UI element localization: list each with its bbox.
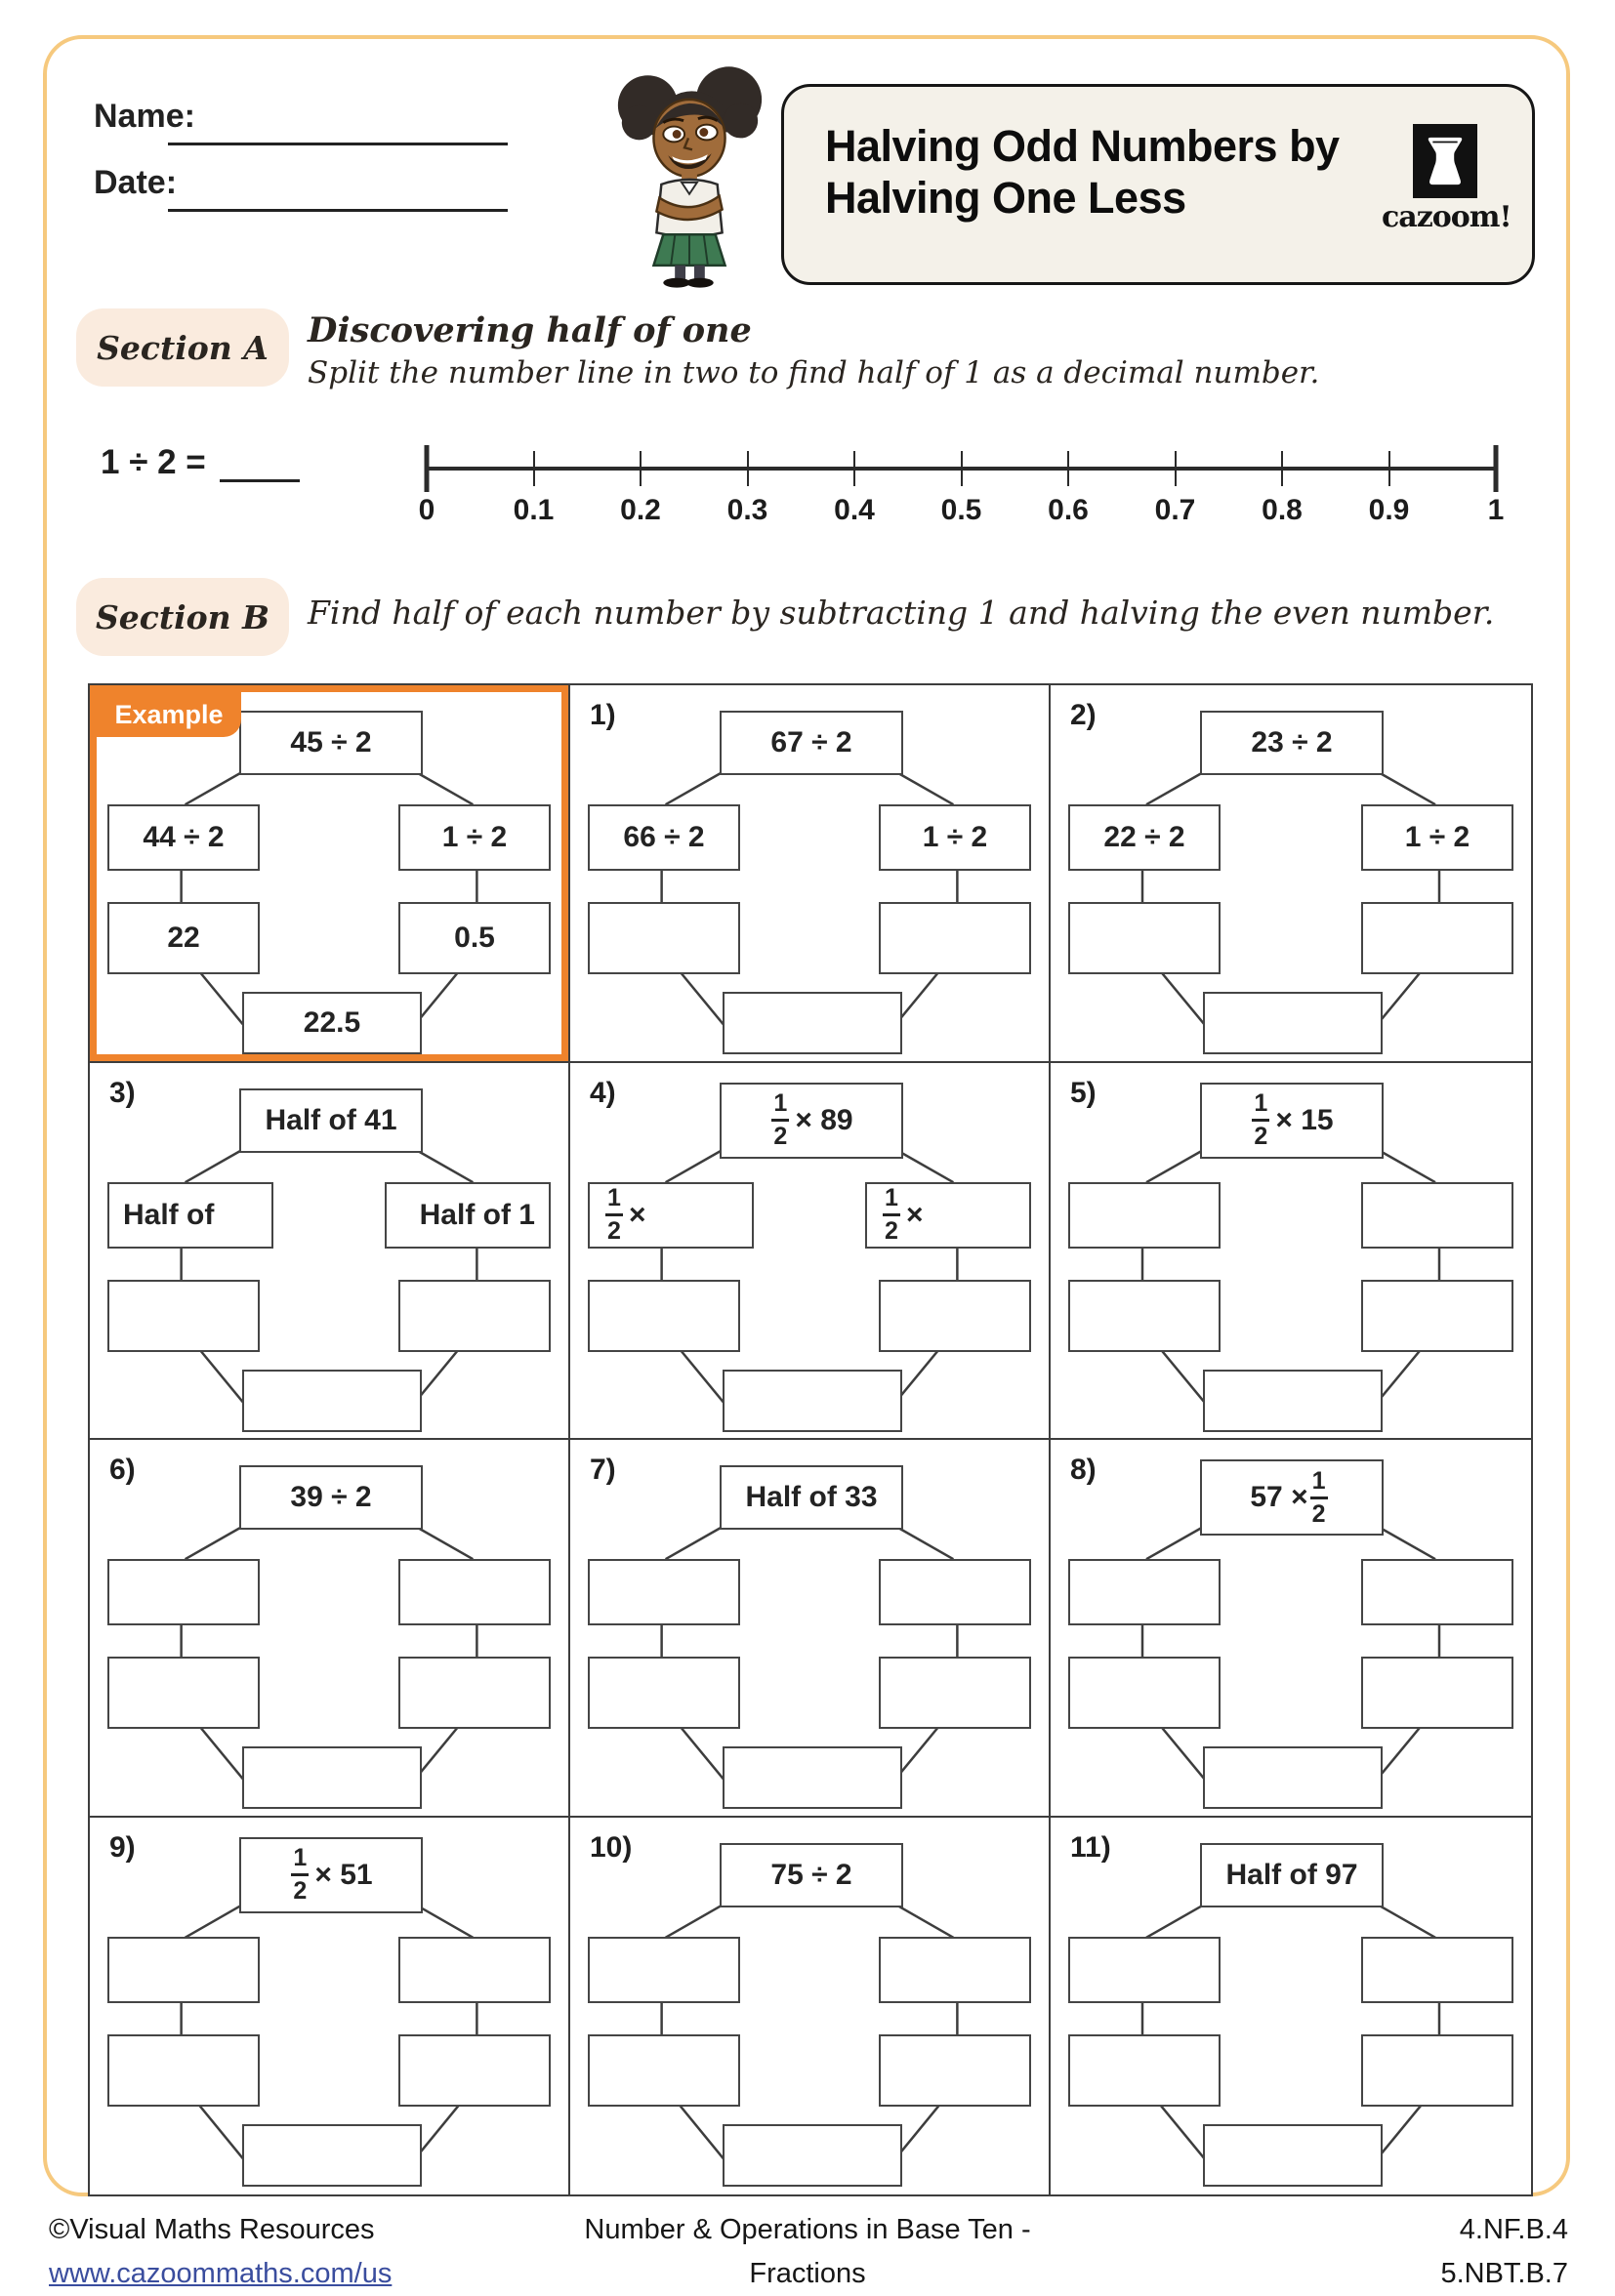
problem-number: 11)	[1070, 1830, 1111, 1864]
box-right-upper: 1 ÷ 2	[1361, 804, 1513, 871]
fraction: $\frac{1}{2}$	[291, 1846, 309, 1904]
number-line-tick-label: 0.2	[620, 494, 661, 526]
number-line	[418, 439, 1505, 526]
problem-cell	[1051, 685, 1531, 1063]
problem-number: 1)	[590, 699, 616, 731]
box-bottom: 22.5	[242, 992, 422, 1054]
box-top: Half of 33	[720, 1465, 903, 1530]
box-top: 45 ÷ 2	[239, 711, 423, 775]
box-left-lower[interactable]	[1068, 902, 1221, 974]
number-line-tick	[533, 451, 535, 486]
problem-cell	[570, 685, 1051, 1063]
worksheet-title-box	[781, 84, 1535, 285]
box-left-upper[interactable]	[588, 1559, 740, 1625]
box-right-lower[interactable]	[1361, 2034, 1513, 2107]
box-left-upper[interactable]	[107, 1559, 260, 1625]
box-right-upper[interactable]	[1361, 1937, 1513, 2003]
student-character-illustration	[607, 57, 771, 289]
number-line-tick-label: 0.4	[834, 494, 875, 526]
box-left-lower[interactable]	[588, 1280, 740, 1352]
problem-number: 3)	[109, 1076, 136, 1109]
box-left-lower[interactable]	[107, 1280, 260, 1352]
problem-number: 2)	[1070, 699, 1097, 731]
box-left-upper[interactable]	[1068, 1182, 1221, 1249]
number-line-tick	[961, 451, 963, 486]
problem-number: 6)	[109, 1454, 136, 1486]
number-line-tick-label: 1	[1487, 494, 1505, 526]
problem-cell	[570, 1818, 1051, 2195]
box-left-upper: 22 ÷ 2	[1068, 804, 1221, 871]
number-line-tick	[640, 451, 642, 486]
problem-cell	[570, 1440, 1051, 1818]
problem-cell	[1051, 1063, 1531, 1441]
box-left-lower[interactable]	[588, 902, 740, 974]
problems-grid	[88, 683, 1533, 2196]
problem-cell	[90, 1440, 570, 1818]
number-line-tick	[747, 451, 749, 486]
title-line-1: Halving Odd Numbers by	[825, 121, 1340, 171]
box-bottom[interactable]	[242, 1370, 422, 1432]
box-bottom[interactable]	[723, 1746, 902, 1809]
number-line-tick	[1494, 445, 1499, 492]
box-right-lower[interactable]	[1361, 1657, 1513, 1729]
box-left-lower[interactable]	[1068, 2034, 1221, 2107]
problem-number: 4)	[590, 1076, 616, 1109]
cazoom-drum-icon	[1413, 124, 1477, 198]
problem-cell	[90, 1063, 570, 1441]
problem-number: 7)	[590, 1454, 616, 1486]
problem-number: 8)	[1070, 1454, 1097, 1486]
box-bottom[interactable]	[723, 1370, 902, 1432]
box-bottom[interactable]	[242, 1746, 422, 1809]
box-top: 57 × $\frac{1}{2}$	[1200, 1459, 1384, 1536]
box-right-upper[interactable]	[879, 1937, 1031, 2003]
box-left-lower[interactable]	[1068, 1657, 1221, 1729]
box-right-lower[interactable]	[398, 1657, 551, 1729]
section-a-heading: Discovering half of one	[308, 310, 752, 350]
box-right-lower[interactable]	[398, 2034, 551, 2107]
box-left-upper[interactable]	[107, 1937, 260, 2003]
number-line-tick-label: 0.5	[940, 494, 982, 526]
box-left-upper[interactable]	[588, 1937, 740, 2003]
box-right-upper: 1 ÷ 2	[398, 804, 551, 871]
number-line-tick	[1388, 451, 1390, 486]
date-input-line[interactable]	[168, 209, 508, 212]
box-top: $\frac{1}{2}$ × 15	[1200, 1083, 1384, 1159]
fraction: $\frac{1}{2}$	[771, 1091, 789, 1149]
footer-topic-line-2: Fractions	[749, 2257, 866, 2289]
section-a-pill: Section A	[76, 308, 289, 387]
box-top: Half of 97	[1200, 1843, 1384, 1907]
box-top: $\frac{1}{2}$ × 51	[239, 1837, 423, 1913]
box-top: 23 ÷ 2	[1200, 711, 1384, 775]
number-line-tick	[1067, 451, 1069, 486]
date-label: Date:	[94, 164, 178, 201]
box-left-upper[interactable]	[1068, 1937, 1221, 2003]
number-line-tick-label: 0	[418, 494, 435, 526]
example-cell	[90, 685, 570, 1063]
problem-number: 10)	[590, 1830, 633, 1864]
box-left-lower[interactable]	[107, 1657, 260, 1729]
problem-cell	[570, 1063, 1051, 1441]
number-line-tick	[1175, 451, 1177, 486]
box-right-upper: 1 ÷ 2	[879, 804, 1031, 871]
number-line-tick	[1281, 451, 1283, 486]
box-bottom[interactable]	[723, 2124, 902, 2187]
box-right-upper[interactable]	[398, 1937, 551, 2003]
title-line-2: Halving One Less	[825, 173, 1186, 224]
box-right-lower[interactable]	[1361, 1280, 1513, 1352]
box-right-upper[interactable]	[398, 1559, 551, 1625]
number-line-tick	[853, 451, 855, 486]
example-tab: Example	[97, 692, 241, 737]
box-right-upper: Half of 1	[385, 1182, 551, 1249]
equation-text: 1 ÷ 2 =	[101, 443, 206, 481]
number-line-tick-label: 0.7	[1154, 494, 1196, 526]
box-top: $\frac{1}{2}$ × 89	[720, 1083, 903, 1159]
box-right-lower[interactable]	[879, 1280, 1031, 1352]
cazoom-logo	[1382, 124, 1509, 234]
half-equation	[101, 442, 300, 482]
number-line-tick-label: 0.8	[1262, 494, 1303, 526]
box-bottom[interactable]	[1203, 1746, 1383, 1809]
equation-answer-blank[interactable]	[220, 442, 300, 482]
problem-number: 5)	[1070, 1076, 1097, 1109]
box-left-upper[interactable]	[1068, 1559, 1221, 1625]
fraction: $\frac{1}{2}$	[883, 1186, 900, 1244]
box-top: 39 ÷ 2	[239, 1465, 423, 1530]
box-right-upper[interactable]	[1361, 1559, 1513, 1625]
name-input-line[interactable]	[168, 143, 508, 145]
box-left-lower[interactable]	[588, 1657, 740, 1729]
box-right-upper[interactable]	[1361, 1182, 1513, 1249]
number-line-tick-label: 0.9	[1368, 494, 1410, 526]
box-top: 75 ÷ 2	[720, 1843, 903, 1907]
cazoom-link[interactable]: www.cazoommaths.com/us	[49, 2257, 393, 2289]
box-right-lower[interactable]	[1361, 902, 1513, 974]
copyright-text: ©Visual Maths Resources	[49, 2214, 375, 2245]
problem-number: 9)	[109, 1830, 136, 1864]
cazoom-logo-text: cazoom!	[1382, 200, 1511, 234]
box-bottom[interactable]	[1203, 2124, 1383, 2187]
box-right-upper: $\frac{1}{2}$ ×	[865, 1182, 1031, 1249]
standard-code-1: 4.NF.B.4	[1459, 2214, 1568, 2245]
fraction: $\frac{1}{2}$	[1252, 1091, 1269, 1149]
fraction: $\frac{1}{2}$	[605, 1186, 623, 1244]
number-line-tick-label: 0.3	[726, 494, 768, 526]
box-bottom[interactable]	[1203, 1370, 1383, 1432]
problem-cell	[1051, 1818, 1531, 2195]
section-b-pill: Section B	[76, 578, 289, 656]
box-top: Half of 41	[239, 1088, 423, 1153]
box-left-upper: $\frac{1}{2}$ ×	[588, 1182, 754, 1249]
worksheet-title	[825, 120, 1340, 224]
box-bottom[interactable]	[242, 2124, 422, 2187]
problem-cell	[90, 1818, 570, 2195]
standard-code-2: 5.NBT.B.7	[1440, 2257, 1568, 2289]
box-left-lower[interactable]	[588, 2034, 740, 2107]
box-right-lower[interactable]	[879, 1657, 1031, 1729]
box-left-lower: 22	[107, 902, 260, 974]
box-top: 67 ÷ 2	[720, 711, 903, 775]
box-left-lower[interactable]	[1068, 1280, 1221, 1352]
fraction: $\frac{1}{2}$	[1310, 1469, 1328, 1527]
number-line-tick-label: 0.1	[513, 494, 555, 526]
box-left-upper: 44 ÷ 2	[107, 804, 260, 871]
name-label: Name:	[94, 98, 195, 135]
box-left-lower[interactable]	[107, 2034, 260, 2107]
box-left-upper: Half of	[107, 1182, 273, 1249]
box-right-upper[interactable]	[879, 1559, 1031, 1625]
box-right-lower: 0.5	[398, 902, 551, 974]
section-b-instruction: Find half of each number by subtracting 1 and halving the even number.	[308, 594, 1495, 632]
box-right-lower[interactable]	[879, 2034, 1031, 2107]
section-a-instruction: Split the number line in two to find half of 1 as a decimal number.	[308, 355, 1320, 390]
box-bottom[interactable]	[1203, 992, 1383, 1054]
footer-topic-line-1: Number & Operations in Base Ten -	[584, 2214, 1031, 2245]
number-line-tick-label: 0.6	[1048, 494, 1089, 526]
box-right-lower[interactable]	[879, 902, 1031, 974]
box-right-lower[interactable]	[398, 1280, 551, 1352]
number-line-tick	[425, 445, 430, 492]
box-left-upper: 66 ÷ 2	[588, 804, 740, 871]
box-bottom[interactable]	[723, 992, 902, 1054]
problem-cell	[1051, 1440, 1531, 1818]
